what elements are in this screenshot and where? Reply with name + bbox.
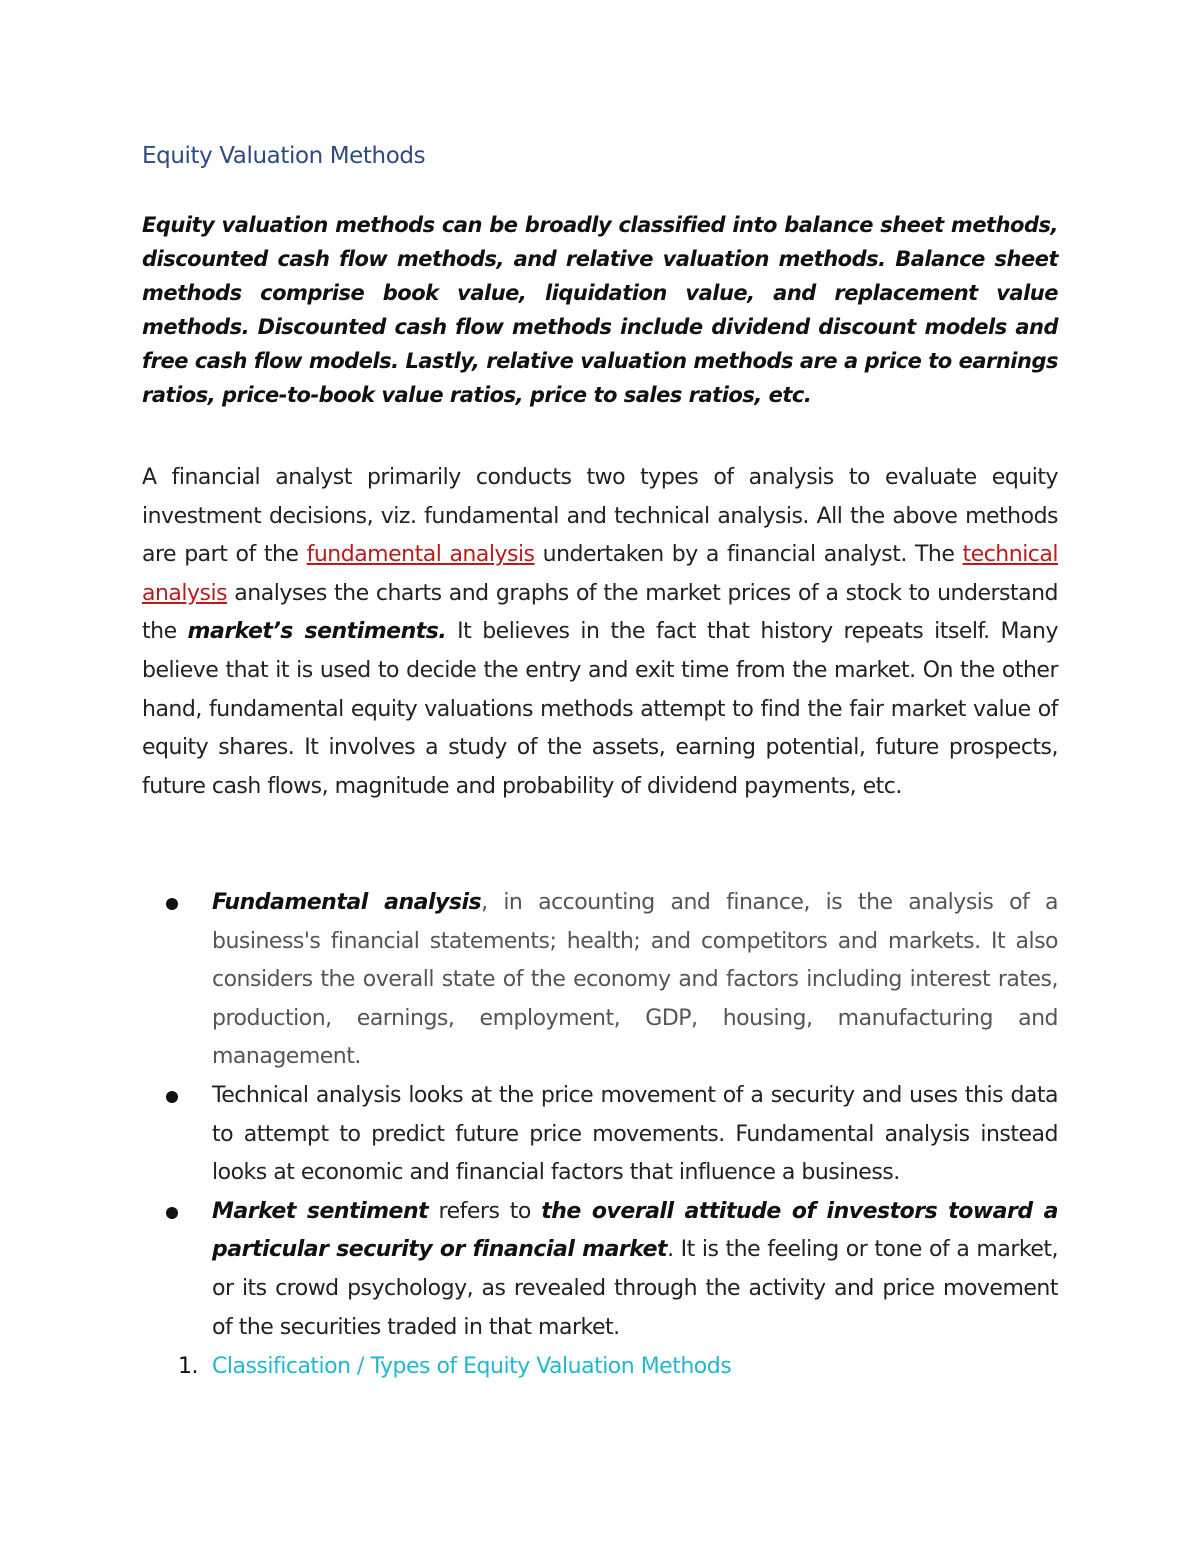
list-item [142,1077,1058,1193]
list-item [142,884,1058,1077]
classification-section-link[interactable]: Classification / Types of Equity Valuation Methods [212,1354,732,1379]
bullet-text: Technical analysis looks at the price movement of a security and uses this data to attempt to predict future price movements. Fundamental analysis instead looks at economic and financial factors that influence a business. [212,1082,1058,1186]
bullet-term: Market sentiment [212,1198,429,1224]
body-text-1: A financial analyst primarily conducts two types of analysis to evaluate equity investment decisions, viz. fundamental and technical analysis. All the above methods are part of the [142,465,1058,568]
bullet-icon [166,1207,178,1219]
list-number: 1. [178,1354,198,1379]
bullet-list [142,884,1058,1347]
body-text-3: analyses the charts and graphs of the market prices of a stock to understand the [142,580,1058,645]
technical-analysis-link[interactable]: technical analysis [142,542,1058,606]
intro-paragraph: Equity valuation methods can be broadly classified into balance sheet methods, discounted cash flow methods, and relative valuation methods. Balance sheet methods comprise book value, liquidation value, and replacement value methods. Discounted cash flow methods include dividend discount models and free cash flow models. Lastly, relative valuation methods are a price to earnings ratios, price-to-book value ratios, price to sales ratios, etc. [142,213,1058,407]
market-sentiments-emphasis: market’s sentiments. [187,619,447,645]
body-text-2: undertaken by a financial analyst. The [534,542,963,568]
body-paragraph [142,459,1058,806]
page-title: Equity Valuation Methods [142,143,426,169]
bullet-text: , in accounting and finance, is the analysis of a business's financial statements; health; and competitors and markets. It also considers the overall state of the economy and factors including interest rates, production, earnings, employment, GDP, housing, manufacturing and management. [212,890,1058,1070]
bullet-term: Fundamental analysis [212,890,482,915]
bullet-text: . It is the feeling or tone of a market, or its crowd psychology, as revealed through the activity and price movement of the securities traded in that market. [212,1237,1058,1340]
bullet-icon [166,1091,178,1103]
body-text-4: It believes in the fact that history repeats itself. Many believe that it is used to decide the entry and exit time from the market. On the other hand, fundamental equity valuations methods attempt to find the fair market value of equity shares. It involves a study of the assets, earning potential, future prospects, future cash flows, magnitude and probability of dividend payments, etc. [142,619,1058,799]
bullet-term-2: the overall attitude of investors toward a particular security or financial market [212,1198,1058,1263]
bullet-icon [166,898,178,910]
fundamental-analysis-link[interactable]: fundamental analysis [306,542,535,568]
list-item [142,1193,1058,1347]
bullet-text-mid: refers to [428,1198,542,1224]
